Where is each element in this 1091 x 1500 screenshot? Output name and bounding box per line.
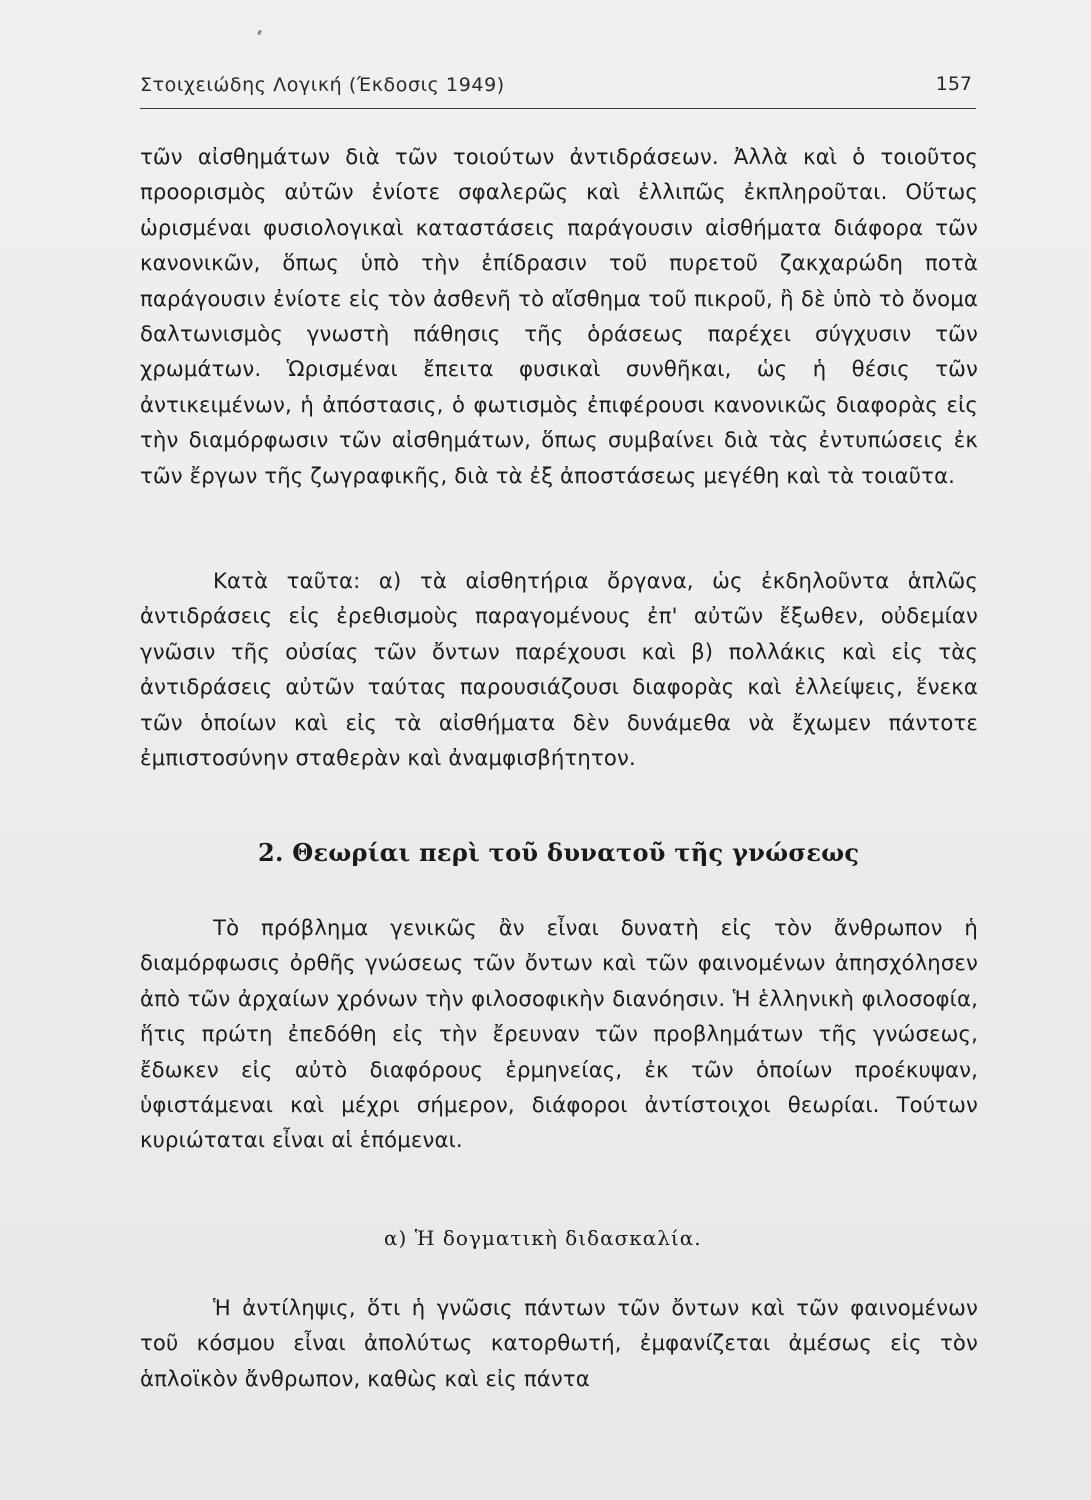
page-header [140,70,980,104]
paragraph-text: τῶν αἰσθημάτων διὰ τῶν τοιούτων ἀντιδράσεων. Ἀλλὰ καὶ ὁ τοιοῦτος προορισμὸς αὐτῶν ἐνίοτε σφαλερῶς καὶ ἐλλιπῶς ἐκπληροῦται. Οὕτως ὡρισμέναι φυσιολογικαὶ καταστάσεις παράγουσιν αἰσθήματα διάφορα τῶν κανονικῶν, ὅπως ὑπὸ τὴν ἐπίδρασιν τοῦ πυρετοῦ ζακχαρώδη ποτὰ παράγουσιν ἐνίοτε εἰς τὸν ἀσθενῆ τὸ αἴσθημα τοῦ πικροῦ, ἢ δὲ ὑπὸ τὸ ὄνομα δαλτωνισμὸς γνωστὴ πάθησις τῆς ὁράσεως παρέχει σύγχυσιν τῶν χρωμάτων. Ὡρισμέναι ἔπειτα φυσικαὶ συνθῆκαι, ὡς ἡ θέσις τῶν ἀντικειμένων, ἡ ἀπόστασις, ὁ φωτισμὸς ἐπιφέρουσι κανονικῶς διαφορὰς εἰς τὴν διαμόρφωσιν τῶν αἰσθημάτων, ὅπως συμβαίνει διὰ τὰς ἐντυπώσεις ἐκ τῶν ἔργων τῆς ζωγραφικῆς, διὰ τὰ ἐξ ἀποστάσεως μεγέθη καὶ τὰ τοιαῦτα. [140,144,978,488]
paragraph-text: Ἡ ἀντίληψις, ὅτι ἡ γνῶσις πάντων τῶν ὄντων καὶ τῶν φαινομένων τοῦ κόσμου εἶναι ἀπολύτως κατορθωτή, ἐμφανίζεται ἀμέσως εἰς τὸν ἁπλοϊκὸν ἄνθρωπον, καθὼς καὶ εἰς πάντα [140,1295,978,1391]
paragraph-sensations [140,139,978,493]
paragraph-problem [140,910,978,1158]
paper-speck [257,30,262,36]
paragraph-conclusion [140,563,978,775]
running-title: Στοιχειώδης Λογική (Έκδοσις 1949) [140,74,505,96]
section-heading: 2. Θεωρίαι περὶ τοῦ δυνατοῦ τῆς γνώσεως [258,838,860,867]
paragraph-dogmatic [140,1290,978,1396]
subsection-heading: α) Ἡ δογματικὴ διδασκαλία. [384,1226,702,1250]
paragraph-text: Τὸ πρόβλημα γενικῶς ἂν εἶναι δυνατὴ εἰς τὸν ἄνθρωπον ἡ διαμόρφωσις ὀρθῆς γνώσεως τῶν ὄντων καὶ τῶν φαινομένων ἀπησχόλησεν ἀπὸ τῶν ἀρχαίων χρόνων τὴν φιλοσοφικὴν διανόησιν. Ἡ ἑλληνικὴ φιλοσοφία, ἥτις πρώτη ἐπεδόθη εἰς τὴν ἔρευναν τῶν προβλημάτων τῆς γνώσεως, ἔδωκεν εἰς αὐτὸ διαφόρους ἑρμηνείας, ἐκ τῶν ὁποίων προέκυψαν, ὑφιστάμεναι καὶ μέχρι σήμερον, διάφοροι ἀντίστοιχοι θεωρίαι. Τούτων κυριώταται εἶναι αἱ ἑπόμεναι. [140,915,978,1153]
page-number: 157 [935,73,972,95]
paragraph-text: Κατὰ ταῦτα: α) τὰ αἰσθητήρια ὄργανα, ὡς ἐκδηλοῦντα ἁπλῶς ἀντιδράσεις εἰς ἐρεθισμοὺς παραγομένους ἐπ' αὐτῶν ἔξωθεν, οὐδεμίαν γνῶσιν τῆς οὐσίας τῶν ὄντων παρέχουσι καὶ β) πολλάκις καὶ εἰς τὰς ἀντιδράσεις αὐτῶν ταύτας παρουσιάζουσι διαφορὰς καὶ ἐλλείψεις, ἕνεκα τῶν ὁποίων καὶ εἰς τὰ αἰσθήματα δὲν δυνάμεθα νὰ ἔχωμεν πάντοτε ἐμπιστοσύνην σταθερὰν καὶ ἀναμφισβήτητον. [140,568,978,771]
header-rule [140,108,976,109]
